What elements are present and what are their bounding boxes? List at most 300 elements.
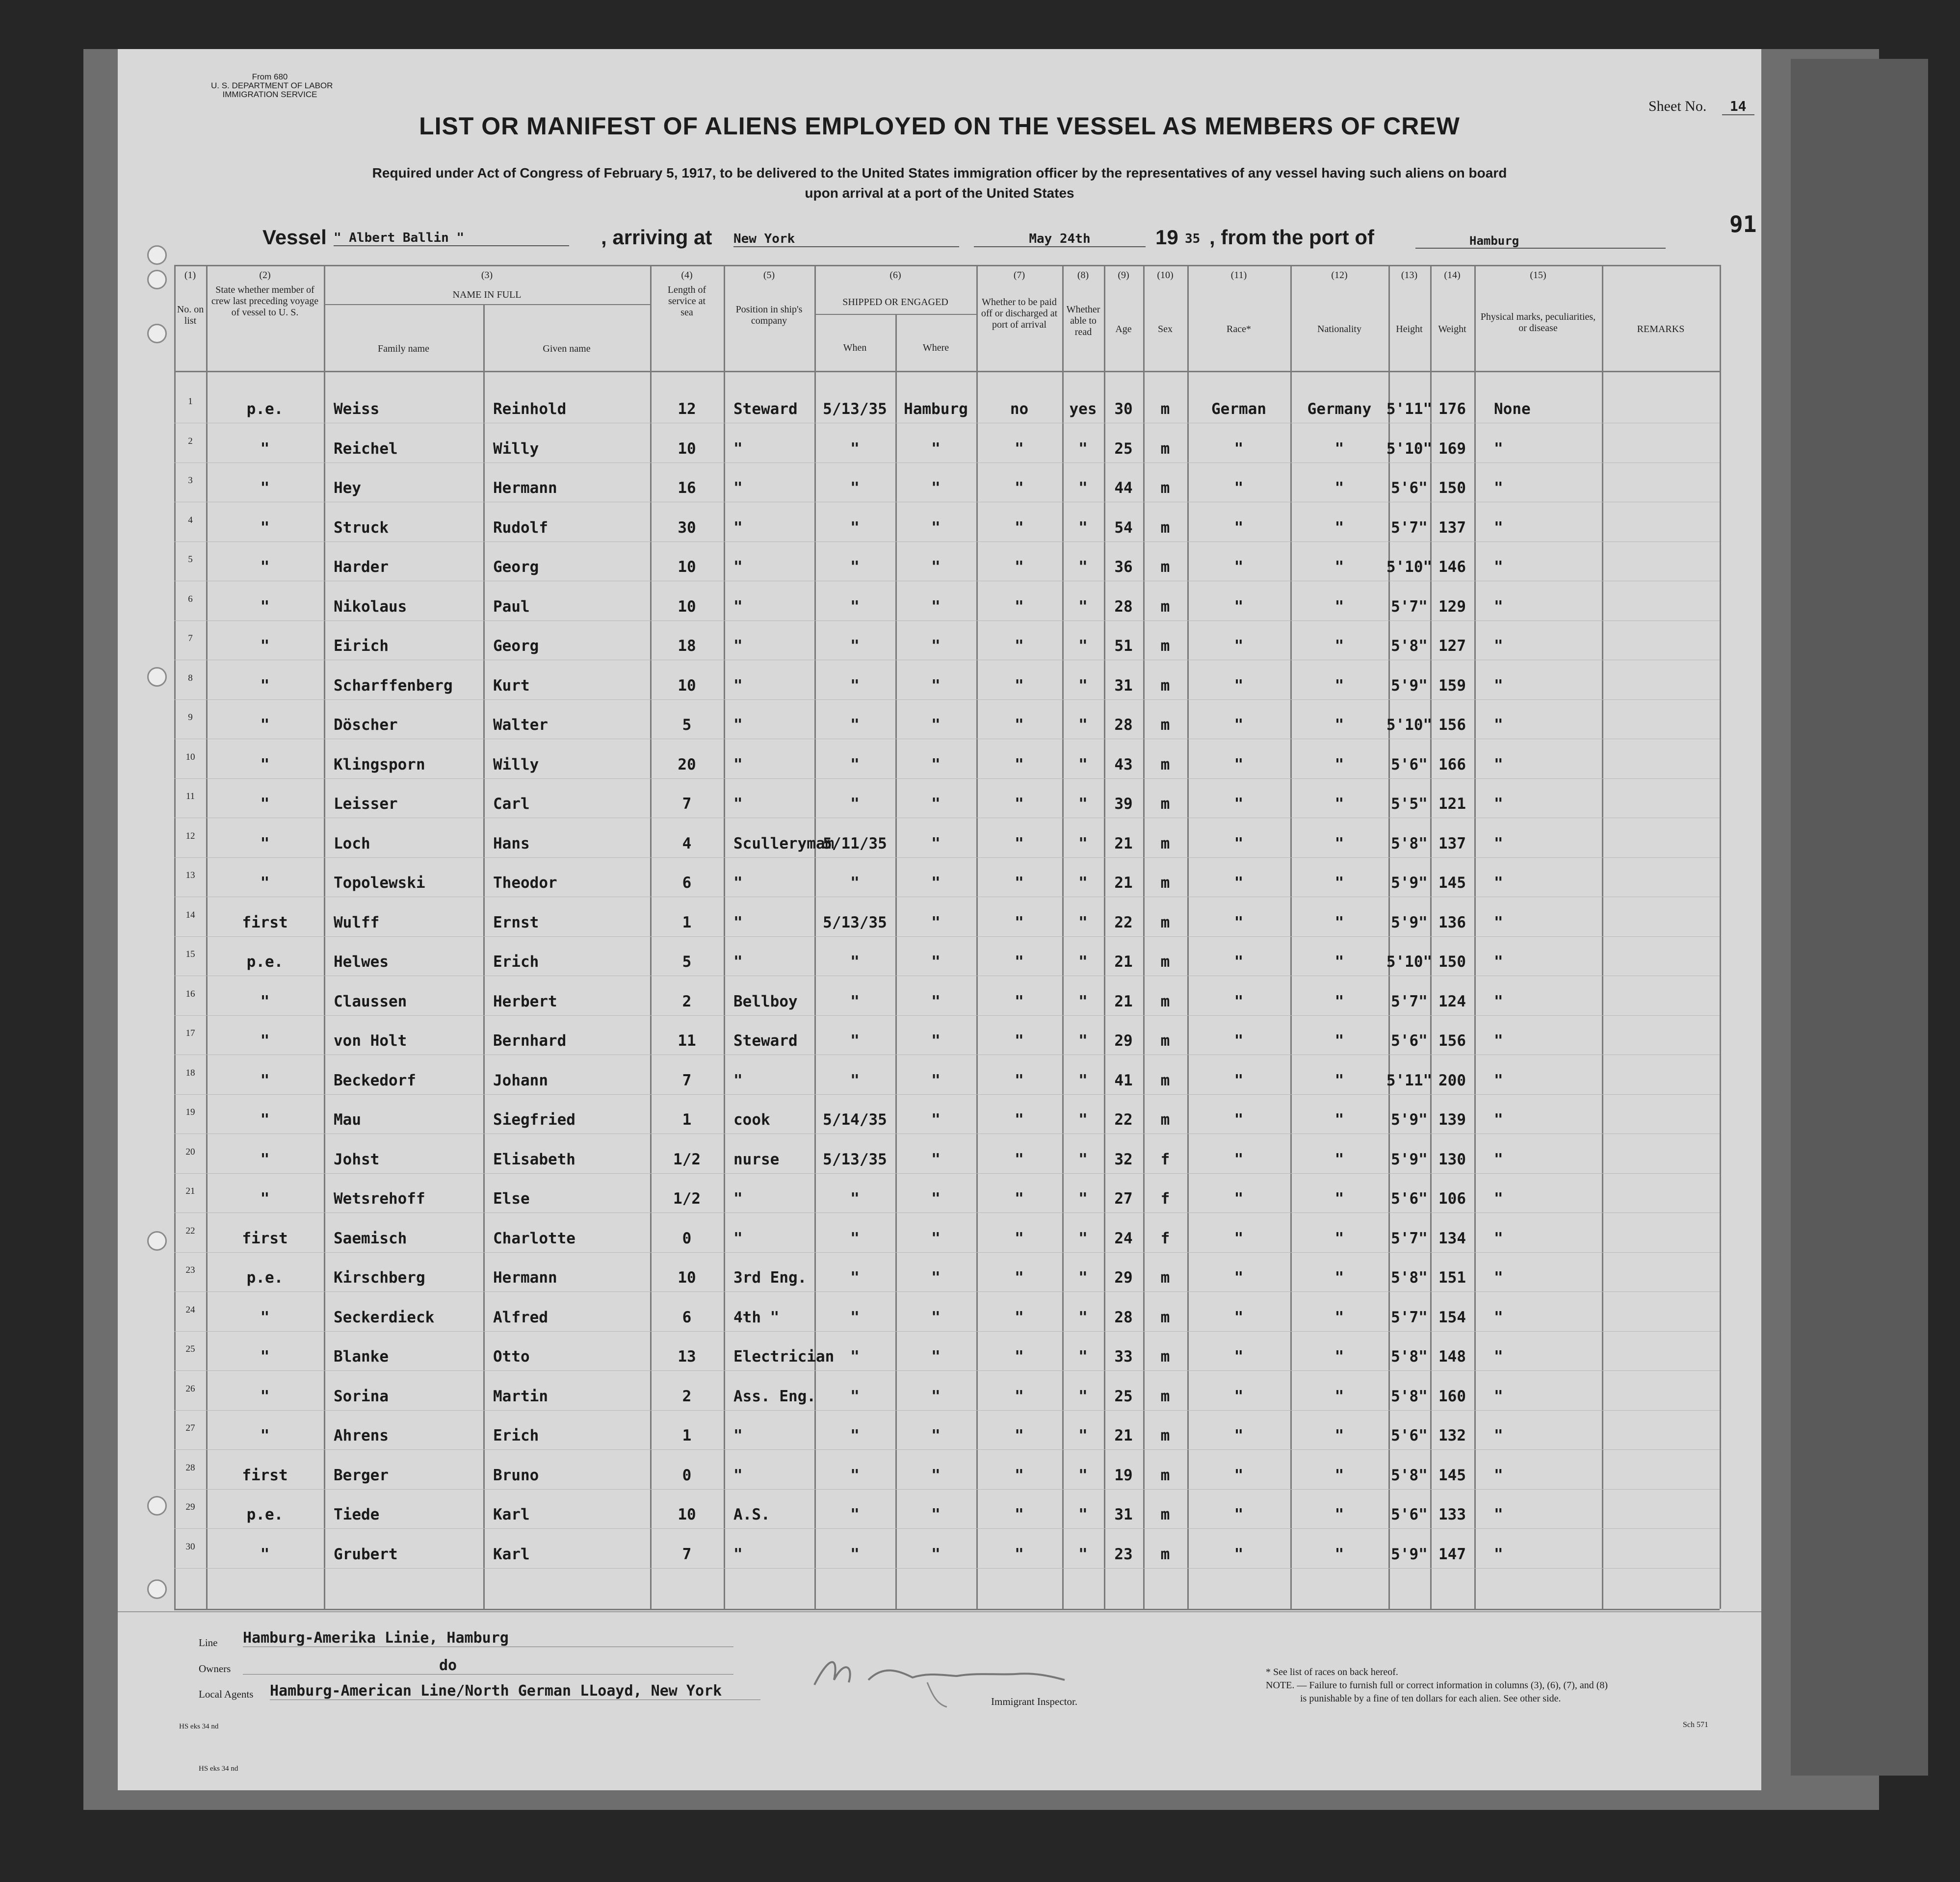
cell-physical-marks: None	[1494, 400, 1531, 418]
column-number: (5)	[763, 270, 775, 281]
row-rule	[174, 1252, 1720, 1253]
cell-given-name: Hermann	[493, 479, 557, 497]
cell-position: Scullerymam	[733, 835, 835, 852]
column-number: (6)	[889, 270, 901, 281]
row-rule	[174, 1015, 1720, 1016]
cell-paid-off: "	[1015, 953, 1024, 971]
cell-last-voyage: p.e.	[246, 400, 284, 418]
column-divider	[483, 304, 485, 1609]
punch-hole	[147, 270, 167, 289]
row-number: 25	[185, 1344, 195, 1354]
page-number: 91	[1729, 211, 1757, 237]
cell-last-voyage: "	[260, 637, 270, 655]
cell-height: 5'7"	[1391, 598, 1428, 616]
cell-position: Electrician	[733, 1348, 835, 1366]
vessel-label: Vessel	[262, 226, 327, 249]
penalty-note-cont: is punishable by a fine of ten dollars for each alien. See other side.	[1300, 1693, 1561, 1704]
column-divider	[1143, 265, 1145, 1609]
arriving-label: , arriving at	[601, 226, 712, 249]
sheet-number-value: 14	[1722, 98, 1754, 115]
cell-paid-off: "	[1015, 1427, 1024, 1444]
cell-weight: 133	[1438, 1506, 1466, 1523]
row-rule	[174, 1094, 1720, 1095]
cell-height: 5'8"	[1391, 1269, 1428, 1287]
cell-physical-marks: "	[1494, 519, 1503, 537]
cell-family-name: Tiede	[334, 1506, 380, 1523]
cell-nationality: "	[1334, 914, 1344, 931]
cell-paid-off: "	[1015, 1072, 1024, 1089]
cell-service: 1/2	[673, 1151, 701, 1168]
cell-paid-off: "	[1015, 1467, 1024, 1484]
cell-when: 5/11/35	[823, 835, 887, 852]
cell-position: "	[733, 953, 743, 971]
cell-nationality: "	[1334, 440, 1344, 458]
cell-physical-marks: "	[1494, 440, 1503, 458]
cell-nationality: "	[1334, 677, 1344, 695]
row-rule	[174, 620, 1720, 621]
cell-paid-off: "	[1015, 716, 1024, 734]
cell-position: 3rd Eng.	[733, 1269, 807, 1287]
cell-where: "	[931, 558, 941, 576]
cell-service: 10	[678, 1506, 696, 1523]
header-no-on-list: No. on list	[177, 304, 204, 326]
cell-when: "	[850, 519, 860, 537]
cell-service: 11	[678, 1032, 696, 1050]
cell-sex: m	[1160, 479, 1170, 497]
cell-paid-off: "	[1015, 677, 1024, 695]
cell-position: Bellboy	[733, 993, 798, 1010]
cell-height: 5'8"	[1391, 637, 1428, 655]
cell-nationality: "	[1334, 637, 1344, 655]
cell-position: "	[733, 1427, 743, 1444]
cell-physical-marks: "	[1494, 1427, 1503, 1444]
cell-given-name: Theodor	[493, 874, 557, 892]
column-number: (1)	[184, 270, 196, 281]
cell-family-name: Nikolaus	[334, 598, 407, 616]
cell-where: "	[931, 1506, 941, 1523]
cell-physical-marks: "	[1494, 1151, 1503, 1168]
cell-sex: m	[1160, 677, 1170, 695]
cell-read: "	[1078, 1072, 1088, 1089]
cell-nationality: "	[1334, 558, 1344, 576]
cell-paid-off: "	[1015, 558, 1024, 576]
header-sex: Sex	[1158, 324, 1173, 335]
cell-paid-off: "	[1015, 874, 1024, 892]
cell-given-name: Elisabeth	[493, 1151, 575, 1168]
cell-read: "	[1078, 795, 1088, 813]
cell-physical-marks: "	[1494, 1032, 1503, 1050]
cell-age: 28	[1114, 598, 1133, 616]
cell-read: "	[1078, 1151, 1088, 1168]
year-prefix: 19	[1155, 226, 1178, 249]
cell-height: 5'8"	[1391, 1467, 1428, 1484]
cell-family-name: Grubert	[334, 1546, 398, 1563]
punch-hole	[147, 667, 167, 687]
cell-height: 5'8"	[1391, 1388, 1428, 1405]
cell-paid-off: "	[1015, 993, 1024, 1010]
cell-sex: m	[1160, 835, 1170, 852]
cell-read: "	[1078, 677, 1088, 695]
row-number: 28	[185, 1463, 195, 1473]
cell-race: "	[1234, 677, 1244, 695]
cell-where: "	[931, 1072, 941, 1089]
cell-position: "	[733, 637, 743, 655]
cell-service: 10	[678, 558, 696, 576]
cell-read: "	[1078, 1111, 1088, 1129]
cell-given-name: Kurt	[493, 677, 530, 695]
cell-where: "	[931, 1151, 941, 1168]
cell-paid-off: "	[1015, 1032, 1024, 1050]
punch-hole	[147, 1579, 167, 1599]
cell-position: "	[733, 1230, 743, 1247]
cell-sex: m	[1160, 519, 1170, 537]
sheet-number-label: Sheet No.	[1648, 98, 1707, 114]
cell-family-name: Struck	[334, 519, 389, 537]
cell-weight: 166	[1438, 756, 1466, 773]
cell-paid-off: "	[1015, 756, 1024, 773]
cell-paid-off: "	[1015, 440, 1024, 458]
cell-where: "	[931, 1032, 941, 1050]
cell-nationality: "	[1334, 835, 1344, 852]
cell-physical-marks: "	[1494, 558, 1503, 576]
cell-physical-marks: "	[1494, 1388, 1503, 1405]
row-number: 6	[188, 594, 193, 604]
column-divider	[1388, 265, 1390, 1609]
cell-when: "	[850, 1427, 860, 1444]
page-title: LIST OR MANIFEST OF ALIENS EMPLOYED ON THE VESSEL AS MEMBERS OF CREW	[419, 112, 1460, 140]
cell-position: Ass. Eng.	[733, 1388, 816, 1405]
form-id	[211, 72, 333, 99]
cell-service: 0	[682, 1230, 692, 1247]
column-number: (10)	[1157, 270, 1174, 281]
cell-service: 1	[682, 1427, 692, 1444]
header-age: Age	[1115, 324, 1132, 335]
cell-nationality: "	[1334, 519, 1344, 537]
cell-when: "	[850, 953, 860, 971]
cell-where: "	[931, 637, 941, 655]
cell-height: 5'7"	[1391, 519, 1428, 537]
cell-race: "	[1234, 1111, 1244, 1129]
cell-service: 10	[678, 598, 696, 616]
cell-age: 28	[1114, 716, 1133, 734]
cell-last-voyage: "	[260, 1072, 270, 1089]
cell-family-name: Mau	[334, 1111, 361, 1129]
cell-sex: m	[1160, 1506, 1170, 1523]
row-rule	[174, 1173, 1720, 1174]
cell-service: 18	[678, 637, 696, 655]
cell-age: 30	[1114, 400, 1133, 418]
cell-nationality: "	[1334, 1190, 1344, 1208]
cell-paid-off: "	[1015, 1506, 1024, 1523]
cell-given-name: Bruno	[493, 1467, 539, 1484]
cell-last-voyage: "	[260, 1546, 270, 1563]
punch-hole	[147, 245, 167, 265]
cell-height: 5'7"	[1391, 993, 1428, 1010]
cell-nationality: "	[1334, 479, 1344, 497]
row-rule	[174, 1291, 1720, 1292]
cell-weight: 127	[1438, 637, 1466, 655]
cell-nationality: "	[1334, 993, 1344, 1010]
cell-age: 21	[1114, 1427, 1133, 1444]
cell-when: "	[850, 637, 860, 655]
header-weight: Weight	[1438, 324, 1466, 335]
cell-position: Steward	[733, 1032, 798, 1050]
cell-given-name: Georg	[493, 558, 539, 576]
cell-age: 31	[1114, 677, 1133, 695]
header-given-name: Given name	[543, 343, 591, 354]
cell-given-name: Hermann	[493, 1269, 557, 1287]
cell-race: "	[1234, 1072, 1244, 1089]
subheader-rule	[324, 304, 650, 305]
row-number: 13	[185, 870, 195, 880]
cell-last-voyage: "	[260, 993, 270, 1010]
cell-where: "	[931, 598, 941, 616]
cell-when: "	[850, 440, 860, 458]
cell-last-voyage: "	[260, 756, 270, 773]
cell-when: 5/14/35	[823, 1111, 887, 1129]
from-port: Hamburg	[1415, 234, 1666, 249]
column-number: (4)	[681, 270, 693, 281]
cell-height: 5'6"	[1391, 1190, 1428, 1208]
cell-where: "	[931, 1467, 941, 1484]
cell-age: 21	[1114, 993, 1133, 1010]
cell-read: "	[1078, 1190, 1088, 1208]
cell-age: 44	[1114, 479, 1133, 497]
cell-nationality: "	[1334, 1506, 1344, 1523]
row-rule	[174, 1212, 1720, 1213]
cell-family-name: Claussen	[334, 993, 407, 1010]
cell-race: "	[1234, 519, 1244, 537]
cell-physical-marks: "	[1494, 1506, 1503, 1523]
cell-when: "	[850, 795, 860, 813]
cell-age: 23	[1114, 1546, 1133, 1563]
cell-paid-off: "	[1015, 1190, 1024, 1208]
cell-position: A.S.	[733, 1506, 770, 1523]
cell-when: "	[850, 874, 860, 892]
cell-nationality: "	[1334, 1427, 1344, 1444]
cell-nationality: Germany	[1307, 400, 1372, 418]
cell-weight: 134	[1438, 1230, 1466, 1247]
cell-height: 5'5"	[1391, 795, 1428, 813]
column-divider	[174, 265, 176, 1609]
cell-height: 5'9"	[1391, 677, 1428, 695]
column-number: (2)	[259, 270, 271, 281]
row-rule	[174, 1410, 1720, 1411]
row-number: 3	[188, 475, 193, 486]
form-id-line: IMMIGRATION SERVICE	[222, 90, 317, 99]
cell-given-name: Herbert	[493, 993, 557, 1010]
row-number: 8	[188, 673, 193, 683]
cell-service: 20	[678, 756, 696, 773]
cell-paid-off: "	[1015, 1348, 1024, 1366]
underlying-page-edge	[1791, 59, 1928, 1776]
cell-weight: 154	[1438, 1309, 1466, 1326]
cell-race: "	[1234, 1506, 1244, 1523]
cell-family-name: Hey	[334, 479, 361, 497]
cell-height: 5'6"	[1391, 1506, 1428, 1523]
cell-age: 21	[1114, 835, 1133, 852]
cell-race: "	[1234, 716, 1244, 734]
cell-weight: 200	[1438, 1072, 1466, 1089]
cell-age: 19	[1114, 1467, 1133, 1484]
cell-sex: f	[1160, 1190, 1170, 1208]
cell-age: 28	[1114, 1309, 1133, 1326]
cell-position: "	[733, 479, 743, 497]
cell-physical-marks: "	[1494, 598, 1503, 616]
cell-read: "	[1078, 716, 1088, 734]
cell-race: "	[1234, 440, 1244, 458]
cell-physical-marks: "	[1494, 1072, 1503, 1089]
column-divider	[1474, 265, 1476, 1609]
penalty-note: NOTE. — Failure to furnish full or correct information in columns (3), (6), (7), and (8)	[1266, 1680, 1608, 1691]
cell-family-name: Wulff	[334, 914, 380, 931]
cell-height: 5'9"	[1391, 914, 1428, 931]
cell-service: 6	[682, 1309, 692, 1326]
cell-read: yes	[1069, 400, 1097, 418]
cell-position: nurse	[733, 1151, 780, 1168]
cell-sex: m	[1160, 1111, 1170, 1129]
cell-physical-marks: "	[1494, 479, 1503, 497]
header-nationality: Nationality	[1317, 324, 1361, 335]
cell-sex: m	[1160, 874, 1170, 892]
cell-nationality: "	[1334, 1309, 1344, 1326]
cell-sex: m	[1160, 795, 1170, 813]
cell-weight: 156	[1438, 716, 1466, 734]
cell-when: "	[850, 993, 860, 1010]
cell-age: 43	[1114, 756, 1133, 773]
cell-last-voyage: "	[260, 795, 270, 813]
row-number: 7	[188, 633, 193, 644]
cell-family-name: Harder	[334, 558, 389, 576]
column-divider	[1187, 265, 1189, 1609]
cell-given-name: Else	[493, 1190, 530, 1208]
row-rule	[174, 1449, 1720, 1450]
row-rule	[174, 857, 1720, 858]
cell-race: "	[1234, 795, 1244, 813]
local-agents-value: Hamburg-American Line/North German LLoayd, New York	[270, 1682, 760, 1700]
cell-given-name: Siegfried	[493, 1111, 575, 1129]
cell-height: 5'6"	[1391, 1032, 1428, 1050]
cell-physical-marks: "	[1494, 1348, 1503, 1366]
cell-age: 41	[1114, 1072, 1133, 1089]
cell-physical-marks: "	[1494, 677, 1503, 695]
column-divider	[1062, 265, 1064, 1609]
cell-service: 2	[682, 993, 692, 1010]
cell-when: "	[850, 1546, 860, 1563]
cell-nationality: "	[1334, 1151, 1344, 1168]
cell-last-voyage: "	[260, 835, 270, 852]
cell-nationality: "	[1334, 1269, 1344, 1287]
cell-family-name: Beckedorf	[334, 1072, 416, 1089]
cell-where: "	[931, 914, 941, 931]
cell-weight: 106	[1438, 1190, 1466, 1208]
row-number: 5	[188, 554, 193, 565]
cell-paid-off: "	[1015, 835, 1024, 852]
cell-read: "	[1078, 835, 1088, 852]
cell-last-voyage: "	[260, 677, 270, 695]
column-divider	[724, 265, 725, 1609]
form-code: HS eks 34 nd	[179, 1723, 219, 1730]
cell-family-name: Loch	[334, 835, 370, 852]
cell-sex: m	[1160, 1427, 1170, 1444]
cell-where: "	[931, 835, 941, 852]
cell-weight: 132	[1438, 1427, 1466, 1444]
cell-family-name: Topolewski	[334, 874, 425, 892]
cell-read: "	[1078, 1506, 1088, 1523]
cell-read: "	[1078, 874, 1088, 892]
cell-given-name: Otto	[493, 1348, 530, 1366]
cell-where: "	[931, 1230, 941, 1247]
cell-position: Steward	[733, 400, 798, 418]
cell-last-voyage: "	[260, 519, 270, 537]
cell-nationality: "	[1334, 1230, 1344, 1247]
cell-age: 21	[1114, 953, 1133, 971]
cell-read: "	[1078, 953, 1088, 971]
column-number: (11)	[1230, 270, 1247, 281]
row-number: 19	[185, 1107, 195, 1117]
cell-service: 1	[682, 914, 692, 931]
cell-service: 10	[678, 677, 696, 695]
row-number: 11	[185, 791, 195, 801]
cell-when: 5/13/35	[823, 1151, 887, 1168]
cell-read: "	[1078, 598, 1088, 616]
cell-read: "	[1078, 756, 1088, 773]
manifest-sheet	[118, 49, 1761, 1790]
from-port-label: , from the port of	[1209, 226, 1374, 249]
row-number: 12	[185, 831, 195, 841]
cell-height: 5'6"	[1391, 479, 1428, 497]
header-when: When	[843, 342, 867, 353]
cell-race: German	[1211, 400, 1266, 418]
cell-height: 5'10"	[1386, 440, 1433, 458]
cell-physical-marks: "	[1494, 874, 1503, 892]
cell-when: "	[850, 756, 860, 773]
cell-service: 10	[678, 440, 696, 458]
row-rule	[174, 1370, 1720, 1371]
cell-sex: m	[1160, 440, 1170, 458]
header-length-of-service: Length of service at sea	[667, 284, 706, 318]
cell-sex: m	[1160, 1269, 1170, 1287]
cell-paid-off: "	[1015, 1546, 1024, 1563]
cell-paid-off: "	[1015, 1388, 1024, 1405]
cell-last-voyage: "	[260, 874, 270, 892]
cell-last-voyage: first	[242, 1230, 288, 1247]
cell-weight: 169	[1438, 440, 1466, 458]
cell-race: "	[1234, 1467, 1244, 1484]
column-number: (7)	[1013, 270, 1025, 281]
cell-where: "	[931, 756, 941, 773]
cell-read: "	[1078, 479, 1088, 497]
cell-position: "	[733, 914, 743, 931]
cell-height: 5'9"	[1391, 1111, 1428, 1129]
cell-when: "	[850, 1230, 860, 1247]
form-id-line: From 680	[252, 72, 288, 81]
cell-family-name: Döscher	[334, 716, 398, 734]
column-number: (12)	[1331, 270, 1348, 281]
cell-weight: 156	[1438, 1032, 1466, 1050]
cell-weight: 176	[1438, 400, 1466, 418]
cell-family-name: Helwes	[334, 953, 389, 971]
cell-when: 5/13/35	[823, 914, 887, 931]
cell-weight: 145	[1438, 874, 1466, 892]
cell-read: "	[1078, 1546, 1088, 1563]
cell-service: 12	[678, 400, 696, 418]
cell-where: "	[931, 1348, 941, 1366]
cell-weight: 145	[1438, 1467, 1466, 1484]
cell-last-voyage: "	[260, 1348, 270, 1366]
cell-sex: m	[1160, 1467, 1170, 1484]
cell-where: "	[931, 519, 941, 537]
